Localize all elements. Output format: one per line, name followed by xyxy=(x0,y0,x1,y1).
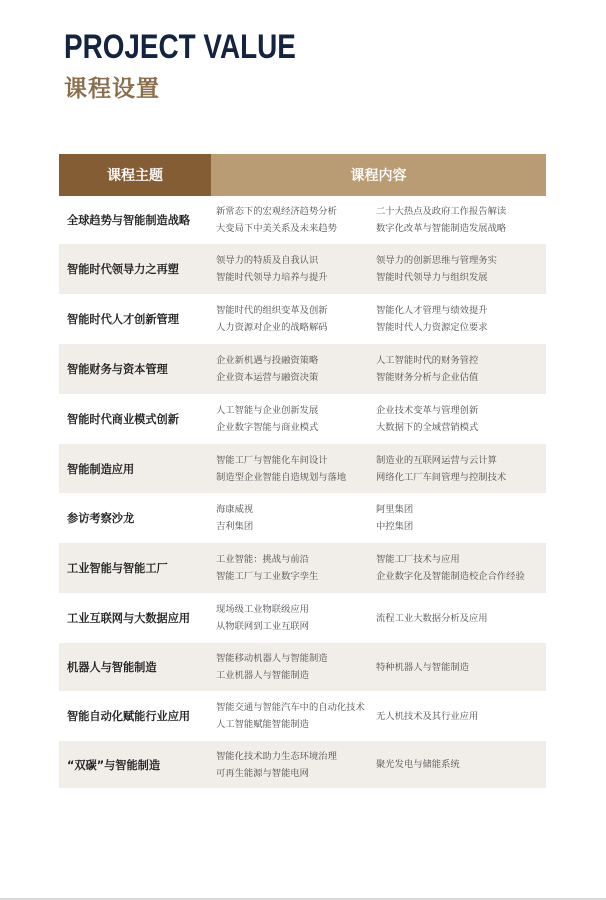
course-item: 人工智能赋能智能制造 xyxy=(216,719,309,730)
page-title-cn: 课程设置 xyxy=(64,76,160,102)
course-item: 智能时代领导力培养与提升 xyxy=(216,272,328,283)
course-item: 阿里集团 xyxy=(376,504,414,515)
course-item: 新常态下的宏观经济趋势分析 xyxy=(216,206,337,217)
course-item: 智能移动机器人与智能制造 xyxy=(216,653,328,664)
course-content-left xyxy=(211,650,376,684)
course-content-left xyxy=(211,551,376,585)
course-item: 工业智能：挑战与前沿 xyxy=(216,554,309,565)
course-item: 现场级工业物联级应用 xyxy=(216,604,309,615)
course-content-left xyxy=(211,402,376,436)
course-topic: 机器人与智能制造 xyxy=(67,661,157,674)
course-item: 企业新机遇与投融资策略 xyxy=(216,355,319,366)
course-item: 智能工厂与工业数字孪生 xyxy=(216,571,319,582)
course-topic: 工业智能与智能工厂 xyxy=(67,562,168,575)
table-row xyxy=(59,543,546,593)
course-table xyxy=(59,154,546,788)
table-row xyxy=(59,294,546,344)
page-title-en: PROJECT VALUE xyxy=(64,28,296,66)
course-item: 特种机器人与智能制造 xyxy=(376,661,469,673)
course-item: 企业资本运营与融资决策 xyxy=(216,372,319,383)
course-item: 智能时代的组织变革及创新 xyxy=(216,305,328,316)
table-row xyxy=(59,196,546,244)
course-item: 领导力的特质及自我认识 xyxy=(216,255,319,266)
course-item: 网络化工厂车间管理与控制技术 xyxy=(376,471,507,483)
course-item: 可再生能源与智能电网 xyxy=(216,767,309,779)
course-item: 大数据下的全域营销模式 xyxy=(376,422,479,433)
course-content-left xyxy=(211,748,376,782)
course-topic: 参访考察沙龙 xyxy=(67,512,135,525)
course-content-right xyxy=(376,402,546,436)
header-content: 课程内容 xyxy=(211,154,546,196)
course-content-left xyxy=(211,352,376,386)
course-topic: 全球趋势与智能制造战略 xyxy=(67,214,191,227)
course-content-right xyxy=(376,452,546,486)
course-item: 人力资源对企业的战略解码 xyxy=(216,322,328,333)
course-item: 企业技术变革与管理创新 xyxy=(376,405,479,416)
course-item: 智能工厂与智能化车间设计 xyxy=(216,454,328,466)
course-item: 制造型企业智能自造规划与落地 xyxy=(216,471,347,483)
course-content-left xyxy=(211,452,376,486)
course-content-right xyxy=(376,352,546,386)
course-topic: 工业互联网与大数据应用 xyxy=(67,612,191,625)
header-topic: 课程主题 xyxy=(59,154,211,196)
course-content-right xyxy=(376,501,546,535)
course-item: 企业数字化及智能制造校企合作经验 xyxy=(376,571,525,582)
course-item: 智能时代人力资源定位要求 xyxy=(376,322,488,333)
course-content-left xyxy=(211,252,376,286)
course-item: 智能财务分析与企业估值 xyxy=(376,372,479,383)
course-content-right xyxy=(376,551,546,585)
course-item: 企业数字智能与商业模式 xyxy=(216,422,319,433)
table-row xyxy=(59,643,546,691)
table-header xyxy=(59,154,546,196)
course-content-left xyxy=(211,302,376,336)
course-item: 中控集团 xyxy=(376,521,414,532)
course-item: 工业机器人与智能制造 xyxy=(216,670,309,681)
course-topic: “双碳”与智能制造 xyxy=(67,758,161,772)
course-item: 二十大热点及政府工作报告解读 xyxy=(376,206,507,217)
table-row xyxy=(59,691,546,741)
course-content-left xyxy=(211,601,376,635)
course-topic: 智能财务与资本管理 xyxy=(67,363,168,376)
course-item: 流程工业大数据分析及应用 xyxy=(376,612,488,624)
course-topic: 智能时代领导力之再塑 xyxy=(67,263,179,276)
course-content-right xyxy=(376,708,546,725)
table-row xyxy=(59,593,546,643)
course-content-right xyxy=(376,610,546,627)
course-item: 吉利集团 xyxy=(216,521,254,532)
course-content-right xyxy=(376,252,546,286)
course-item: 智能工厂技术与应用 xyxy=(376,554,460,565)
table-row xyxy=(59,444,546,493)
course-content-left xyxy=(211,699,376,733)
course-item: 无人机技术及其行业应用 xyxy=(376,710,479,722)
course-item: 智能化技术助力生态环境治理 xyxy=(216,750,337,762)
table-row xyxy=(59,741,546,788)
course-topic: 智能自动化赋能行业应用 xyxy=(67,710,191,723)
course-topic: 智能制造应用 xyxy=(67,462,135,476)
course-item: 智能时代领导力与组织发展 xyxy=(376,272,488,283)
course-item: 制造业的互联网运营与云计算 xyxy=(376,454,497,466)
course-item: 领导力的创新思维与管理务实 xyxy=(376,255,497,266)
table-row xyxy=(59,344,546,394)
course-content-left xyxy=(211,203,376,237)
course-item: 海康威视 xyxy=(216,504,254,515)
table-body xyxy=(59,196,546,788)
table-row xyxy=(59,493,546,543)
course-content-right xyxy=(376,203,546,237)
course-topic: 智能时代商业模式创新 xyxy=(67,413,179,426)
course-content-left xyxy=(211,501,376,535)
course-item: 从物联网到工业互联网 xyxy=(216,621,309,632)
course-item: 大变局下中美关系及未来趋势 xyxy=(216,223,337,234)
course-item: 智能交通与智能汽车中的自动化技术 xyxy=(216,702,365,713)
course-item: 人工智能时代的财务管控 xyxy=(376,355,479,366)
course-topic: 智能时代人才创新管理 xyxy=(67,313,179,326)
course-item: 人工智能与企业创新发展 xyxy=(216,405,319,416)
course-content-right xyxy=(376,756,546,773)
course-item: 聚光发电与储能系统 xyxy=(376,759,460,770)
course-content-right xyxy=(376,659,546,676)
table-row xyxy=(59,394,546,444)
course-item: 数字化改革与智能制造发展战略 xyxy=(376,223,507,234)
course-item: 智能化人才管理与绩效提升 xyxy=(376,305,488,316)
course-content-right xyxy=(376,302,546,336)
table-row xyxy=(59,244,546,294)
